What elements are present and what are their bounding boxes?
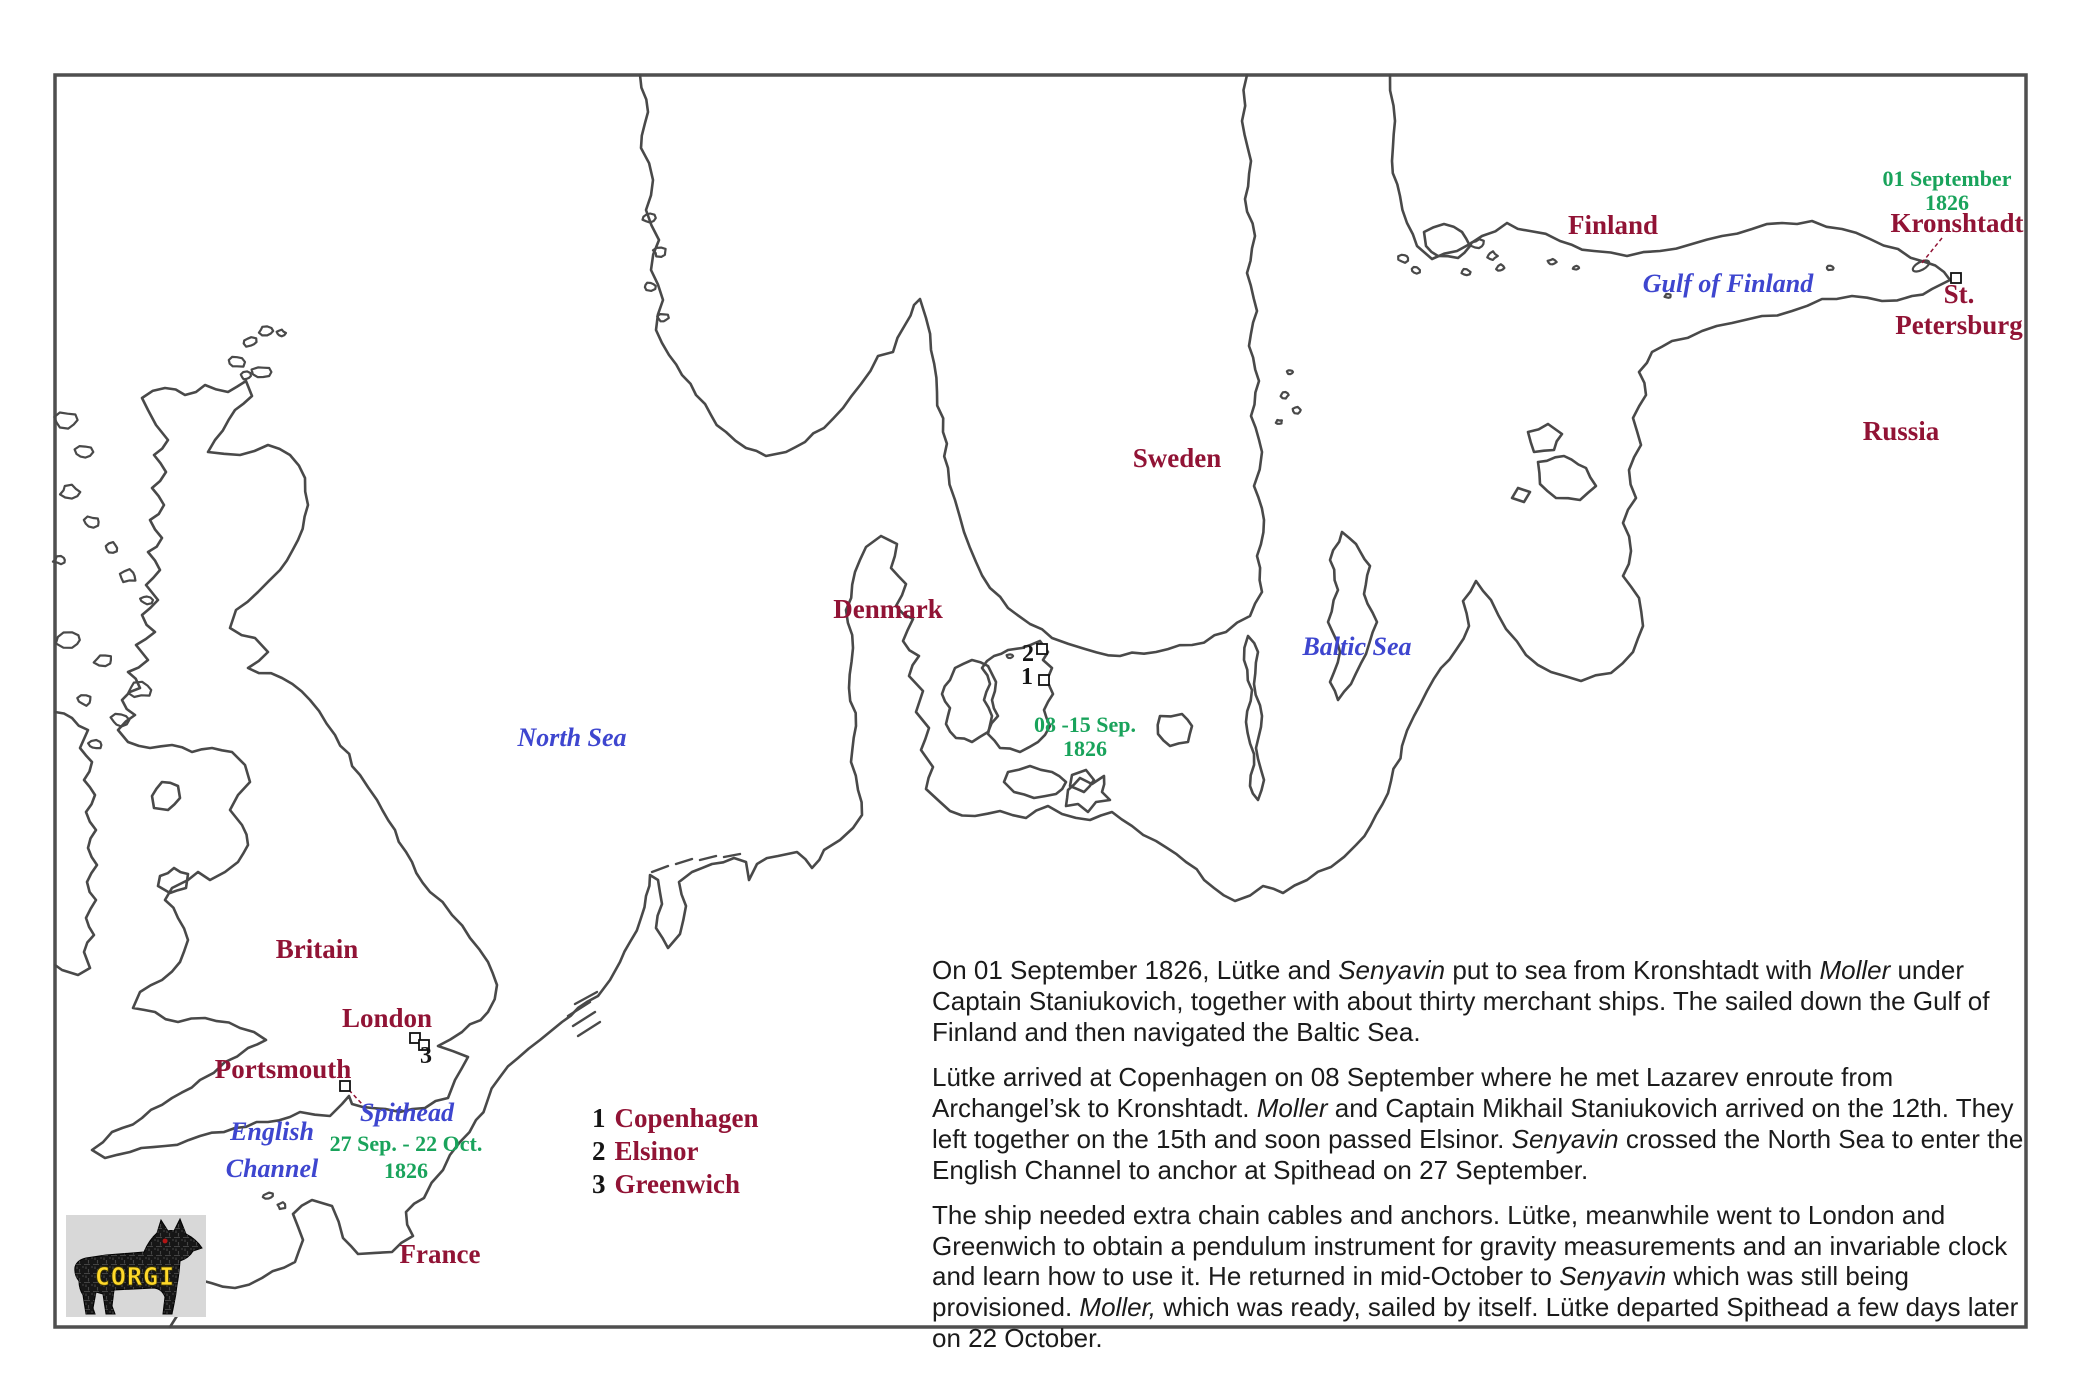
legend-name: Elsinor <box>614 1136 699 1166</box>
map-label-north-sea: North Sea <box>517 723 627 753</box>
coast-islet <box>56 632 80 648</box>
narrative-segment: which was still being provisioned. <box>932 1261 1909 1323</box>
legend-num: 2 <box>592 1136 606 1166</box>
coast-islet <box>1281 392 1289 399</box>
map-label-st-petersburg: St. Petersburg <box>1895 278 2023 340</box>
coast-dash <box>676 859 692 864</box>
coast-island <box>1328 532 1377 700</box>
coast-island <box>1158 714 1192 746</box>
map-label-portsmouth: Portsmouth <box>214 1054 352 1085</box>
coast-island <box>158 868 188 893</box>
coast-island <box>1512 488 1530 502</box>
legend-num: 3 <box>592 1169 606 1199</box>
legend <box>592 1102 759 1201</box>
map-label-date-copenhagen: 08 -15 Sep. 1826 <box>1033 712 1137 762</box>
coast-islet <box>653 248 666 257</box>
coast-islet <box>1398 255 1408 263</box>
coast-islet <box>229 357 245 367</box>
coast-islet <box>259 326 273 335</box>
coast-dash <box>568 1002 590 1016</box>
coast-kronshtadt-island <box>1911 258 1931 274</box>
coast-islet <box>241 371 251 379</box>
coast-islet <box>278 1202 286 1209</box>
map-label-marker-1-num: 1 <box>1021 664 1033 691</box>
coast-island <box>152 782 180 810</box>
coast-islet <box>60 485 80 499</box>
ship-name: Senyavin <box>1559 1261 1667 1292</box>
coast-islet <box>106 542 117 553</box>
narrative-segment: and Captain Mikhail Staniukovich arrived on the 12th. They left together on the 15th and soon passed Elsinor. <box>932 1092 2014 1154</box>
coast-dash <box>578 1022 600 1036</box>
coast-islet <box>252 367 272 377</box>
coast-islet <box>645 283 656 291</box>
coast-islet <box>88 740 101 748</box>
map-label-russia: Russia <box>1862 416 1940 447</box>
coast-islet <box>1287 370 1293 374</box>
ship-name: Moller <box>1256 1092 1328 1123</box>
map-label-finland: Finland <box>1567 210 1659 241</box>
coast-islet <box>1462 269 1471 275</box>
narrative-segment: under Captain Staniukovich, together with about thirty merchant ships. The sailed down the Gulf of Finland and then navigated the Baltic Sea. <box>932 955 1990 1047</box>
map-label-france: France <box>399 1239 481 1270</box>
narrative-segment: put to sea from Kronshtadt with <box>1445 955 1820 985</box>
map-label-britain: Britain <box>275 934 359 965</box>
map-label-baltic-sea: Baltic Sea <box>1302 632 1412 662</box>
coast-islet <box>75 446 94 458</box>
narrative-paragraph-3 <box>932 1200 2024 1355</box>
coast-islet <box>1293 407 1301 414</box>
coast-britain <box>92 381 497 1158</box>
coast-islet <box>244 337 257 347</box>
kronshtadt-leader <box>1921 238 1942 264</box>
coast-islet <box>140 597 153 605</box>
narrative-segment: crossed the North Sea to enter the English Channel to anchor at Spithead on 27 September. <box>932 1123 2024 1185</box>
map-marker-elsinor <box>1037 644 1047 654</box>
coast-islet <box>1276 420 1282 424</box>
coast-ireland <box>55 712 97 975</box>
coast-islet <box>84 517 99 528</box>
map-label-marker-3-num: 3 <box>420 1043 432 1070</box>
narrative-paragraph-2 <box>932 1062 2024 1186</box>
coast-island <box>1070 770 1094 792</box>
narrative-segment: The ship needed extra chain cables and anchors. Lütke, meanwhile went to London and Greenwich to obtain a pendulum instrument for gravity measurements and an invariable clock and learn how to use it. He returned in mid-October to <box>932 1199 2008 1292</box>
coast-islet <box>120 569 135 582</box>
coast-islet <box>263 1193 273 1199</box>
map-label-kronshtadt: Kronshtadt <box>1890 208 2024 239</box>
coast-dash <box>652 866 668 872</box>
coast-island <box>1066 776 1110 812</box>
coast-islet <box>657 314 669 321</box>
corgi-icon <box>66 1215 206 1317</box>
narrative-text <box>932 955 2024 1368</box>
corgi-text: CORGI <box>94 1262 176 1291</box>
corgi-logo <box>66 1215 206 1317</box>
map-label-english-channel: English Channel <box>225 1117 319 1184</box>
legend-item-copenhagen <box>592 1102 759 1135</box>
map-marker-copenhagen <box>1039 675 1049 685</box>
ship-name: Senyavin <box>1511 1123 1619 1154</box>
coast-islet <box>54 413 77 429</box>
legend-item-greenwich <box>592 1168 759 1201</box>
corgi-eye <box>163 1239 168 1244</box>
ship-name: Senyavin <box>1338 955 1446 985</box>
coast-island <box>1244 636 1264 800</box>
ship-name: Moller, <box>1079 1292 1156 1323</box>
coast-island <box>1004 766 1066 798</box>
coast-dash <box>573 1012 595 1026</box>
legend-name: Greenwich <box>614 1169 740 1199</box>
map-label-spithead: Spithead <box>360 1098 454 1128</box>
coast-island <box>1528 424 1562 452</box>
narrative-paragraph-1 <box>932 955 2024 1048</box>
legend-num: 1 <box>592 1103 606 1133</box>
coast-scandinavia <box>640 75 1264 656</box>
ship-name: Moller <box>1819 955 1891 985</box>
legend-item-elsinor <box>592 1135 759 1168</box>
map-label-denmark: Denmark <box>833 594 943 625</box>
map-label-marker-2-num: 2 <box>1022 641 1034 668</box>
map-label-date-spithead: 27 Sep. - 22 Oct. 1826 <box>329 1131 483 1184</box>
coast-islet <box>1007 654 1014 658</box>
map-label-london: London <box>341 1003 433 1034</box>
coast-islet <box>1487 251 1498 260</box>
coast-islet <box>1548 259 1557 264</box>
narrative-segment: Lütke arrived at Copenhagen on 08 September where he met Lazarev enroute from Archangel’sk to Kronshtadt. <box>932 1061 1894 1123</box>
coast-islet <box>1496 264 1504 270</box>
map-label-gulf-of-finland: Gulf of Finland <box>1642 269 1814 299</box>
coast-islet <box>77 695 90 706</box>
coast-islet <box>1827 266 1834 270</box>
map-label-sweden: Sweden <box>1132 443 1222 474</box>
coast-islet <box>1412 267 1420 274</box>
coast-islet <box>1573 266 1579 270</box>
coast-island <box>1538 456 1596 500</box>
coast-islet <box>94 656 111 667</box>
coast-dash <box>700 856 716 860</box>
coast-dash <box>724 854 740 857</box>
coast-island <box>942 660 998 742</box>
legend-name: Copenhagen <box>614 1103 759 1133</box>
narrative-segment: On 01 September 1826, Lütke and <box>932 955 1339 985</box>
map-label-date-kronshtadt: 01 September 1826 <box>1882 166 2012 216</box>
coast-islet <box>277 330 286 337</box>
narrative-segment: which was ready, sailed by itself. Lütke departed Spithead a few days later on 22 October. <box>932 1292 2019 1354</box>
